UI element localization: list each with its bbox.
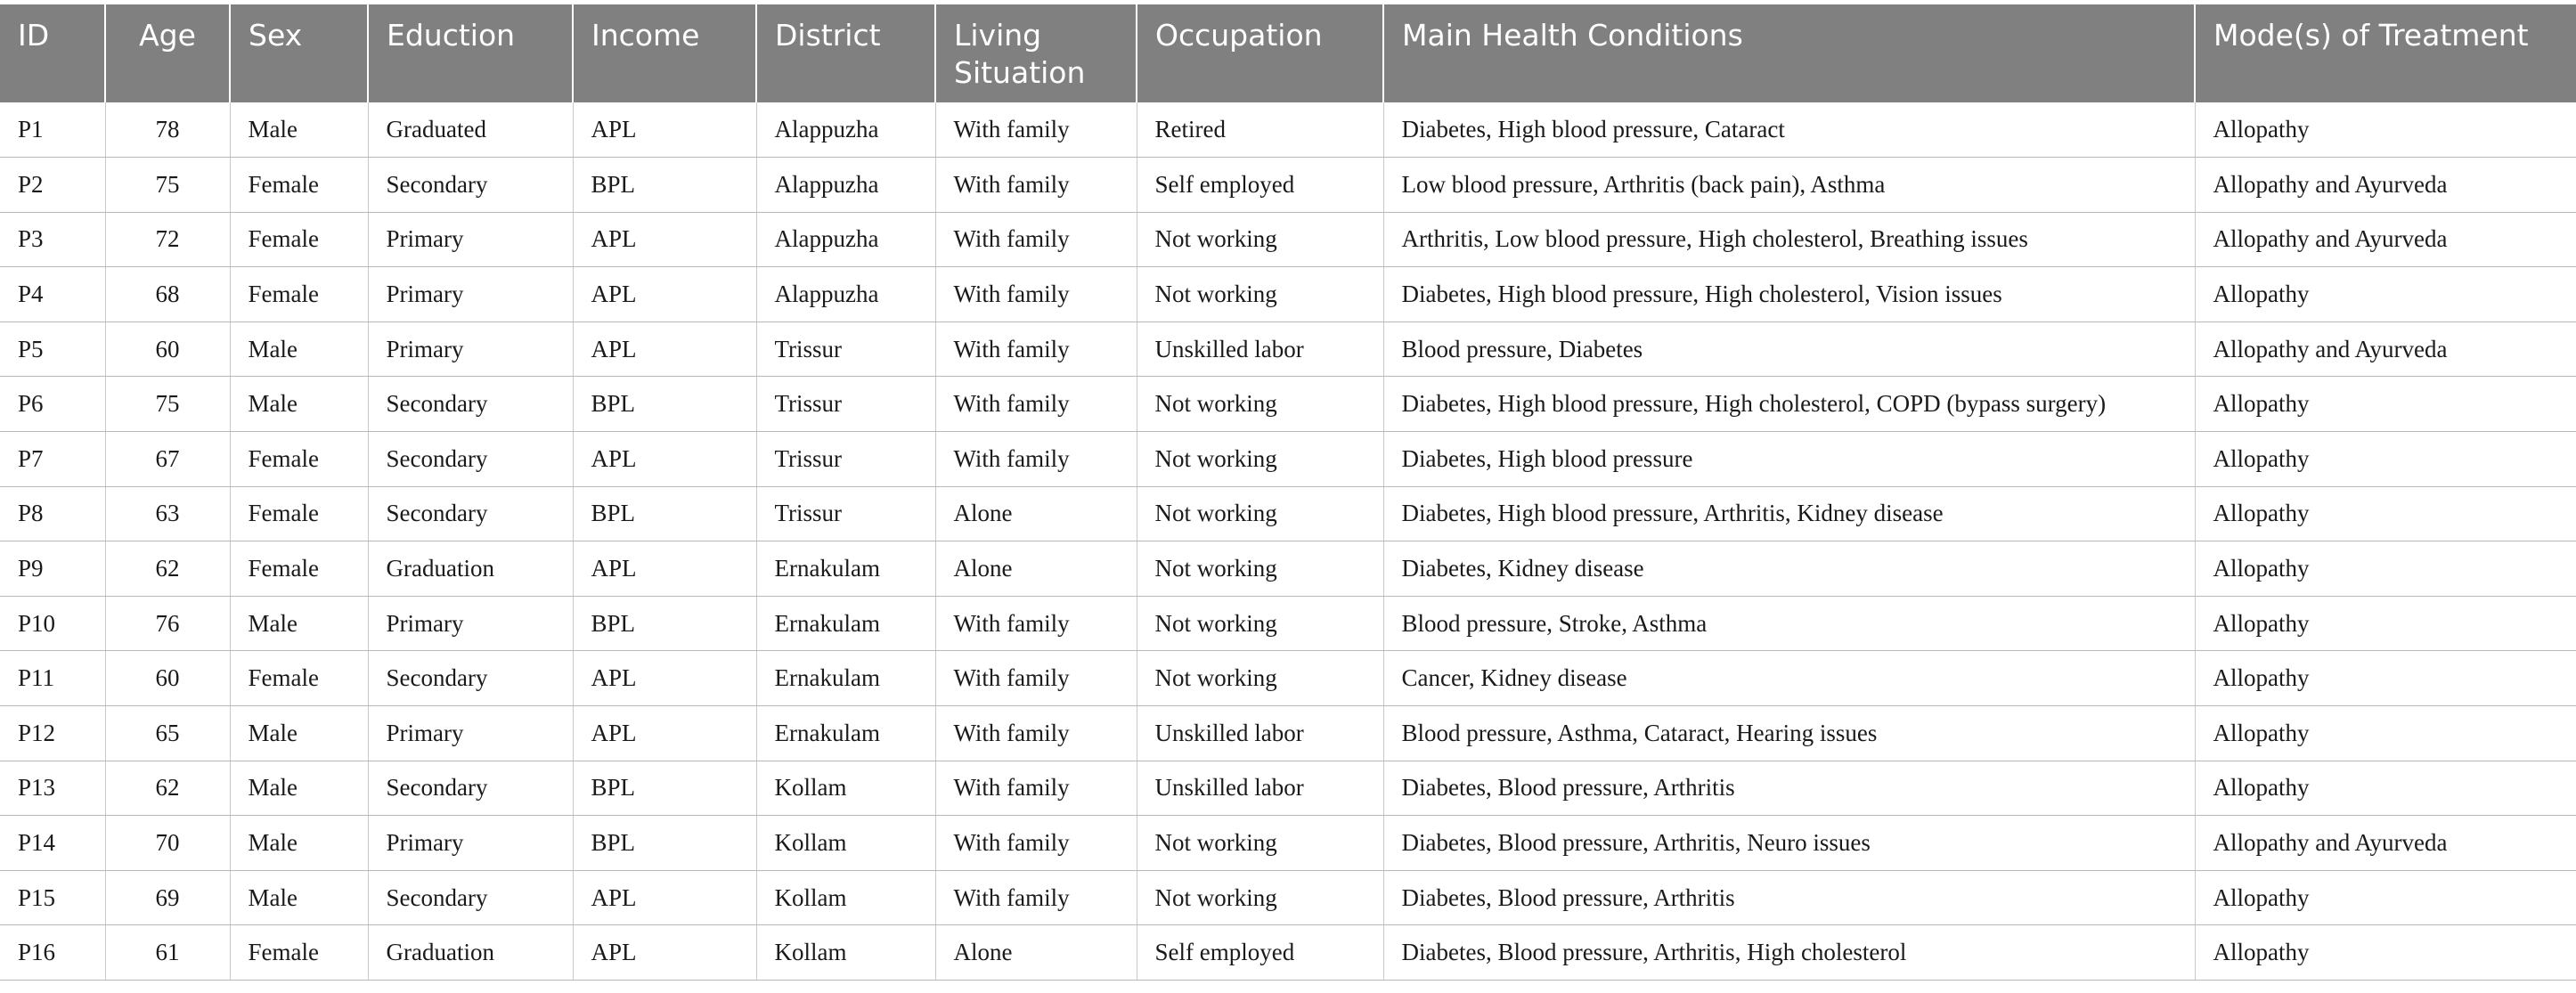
cell-district: Kollam [756, 761, 935, 816]
cell-age: 65 [105, 706, 230, 761]
cell-treatment: Allopathy [2195, 925, 2576, 981]
cell-living-situation: With family [935, 761, 1137, 816]
cell-occupation: Not working [1137, 377, 1383, 432]
cell-occupation: Unskilled labor [1137, 322, 1383, 377]
cell-living-situation: With family [935, 322, 1137, 377]
table-row [0, 925, 2576, 981]
cell-age: 72 [105, 212, 230, 267]
cell-age: 60 [105, 651, 230, 706]
cell-district: Ernakulam [756, 596, 935, 651]
cell-age: 76 [105, 596, 230, 651]
header-occupation: Occupation [1137, 4, 1383, 102]
cell-health-conditions: Diabetes, High blood pressure, Arthritis, Kidney disease [1383, 486, 2195, 541]
cell-income: APL [573, 102, 756, 158]
cell-health-conditions: Blood pressure, Stroke, Asthma [1383, 596, 2195, 651]
cell-treatment: Allopathy and Ayurveda [2195, 212, 2576, 267]
table-row [0, 541, 2576, 597]
cell-income: BPL [573, 486, 756, 541]
cell-health-conditions: Cancer, Kidney disease [1383, 651, 2195, 706]
table-body [0, 102, 2576, 981]
cell-living-situation: With family [935, 870, 1137, 925]
cell-education: Secondary [368, 432, 573, 487]
cell-education: Primary [368, 816, 573, 871]
cell-living-situation: With family [935, 102, 1137, 158]
cell-education: Secondary [368, 486, 573, 541]
cell-sex: Female [230, 541, 368, 597]
cell-age: 75 [105, 377, 230, 432]
cell-sex: Male [230, 102, 368, 158]
cell-education: Secondary [368, 870, 573, 925]
table-row [0, 158, 2576, 213]
cell-occupation: Not working [1137, 541, 1383, 597]
cell-education: Graduation [368, 541, 573, 597]
cell-sex: Female [230, 925, 368, 981]
cell-income: BPL [573, 158, 756, 213]
cell-district: Trissur [756, 486, 935, 541]
table-row [0, 651, 2576, 706]
cell-id: P9 [0, 541, 105, 597]
cell-sex: Female [230, 212, 368, 267]
cell-education: Secondary [368, 651, 573, 706]
header-treatment: Mode(s) of Treatment [2195, 4, 2576, 102]
cell-health-conditions: Diabetes, Blood pressure, Arthritis [1383, 870, 2195, 925]
cell-occupation: Not working [1137, 432, 1383, 487]
cell-education: Primary [368, 596, 573, 651]
cell-district: Trissur [756, 322, 935, 377]
cell-id: P15 [0, 870, 105, 925]
participants-table [0, 4, 2576, 981]
cell-age: 60 [105, 322, 230, 377]
cell-living-situation: Alone [935, 541, 1137, 597]
cell-income: BPL [573, 761, 756, 816]
header-id: ID [0, 4, 105, 102]
cell-sex: Female [230, 486, 368, 541]
cell-age: 75 [105, 158, 230, 213]
cell-age: 62 [105, 761, 230, 816]
cell-living-situation: With family [935, 267, 1137, 322]
cell-district: Trissur [756, 432, 935, 487]
cell-living-situation: With family [935, 596, 1137, 651]
cell-sex: Male [230, 706, 368, 761]
table-row [0, 596, 2576, 651]
table-row [0, 706, 2576, 761]
cell-health-conditions: Blood pressure, Diabetes [1383, 322, 2195, 377]
cell-occupation: Not working [1137, 212, 1383, 267]
cell-health-conditions: Arthritis, Low blood pressure, High cholesterol, Breathing issues [1383, 212, 2195, 267]
cell-treatment: Allopathy [2195, 486, 2576, 541]
cell-treatment: Allopathy [2195, 761, 2576, 816]
cell-age: 78 [105, 102, 230, 158]
table-row [0, 377, 2576, 432]
cell-living-situation: Alone [935, 486, 1137, 541]
cell-treatment: Allopathy [2195, 706, 2576, 761]
cell-age: 63 [105, 486, 230, 541]
cell-id: P3 [0, 212, 105, 267]
cell-id: P11 [0, 651, 105, 706]
cell-id: P10 [0, 596, 105, 651]
cell-occupation: Not working [1137, 486, 1383, 541]
table-row [0, 432, 2576, 487]
cell-income: BPL [573, 377, 756, 432]
cell-treatment: Allopathy [2195, 102, 2576, 158]
header-health-conditions: Main Health Conditions [1383, 4, 2195, 102]
cell-age: 69 [105, 870, 230, 925]
cell-health-conditions: Blood pressure, Asthma, Cataract, Hearing issues [1383, 706, 2195, 761]
header-sex: Sex [230, 4, 368, 102]
cell-living-situation: With family [935, 706, 1137, 761]
cell-treatment: Allopathy [2195, 541, 2576, 597]
table-row [0, 816, 2576, 871]
cell-health-conditions: Diabetes, High blood pressure, Cataract [1383, 102, 2195, 158]
cell-occupation: Not working [1137, 267, 1383, 322]
cell-occupation: Self employed [1137, 925, 1383, 981]
table-row [0, 322, 2576, 377]
cell-education: Primary [368, 212, 573, 267]
cell-living-situation: With family [935, 816, 1137, 871]
cell-health-conditions: Diabetes, Kidney disease [1383, 541, 2195, 597]
header-income: Income [573, 4, 756, 102]
cell-sex: Female [230, 267, 368, 322]
cell-district: Alappuzha [756, 212, 935, 267]
cell-sex: Female [230, 158, 368, 213]
cell-income: APL [573, 322, 756, 377]
cell-treatment: Allopathy and Ayurveda [2195, 816, 2576, 871]
table-row [0, 267, 2576, 322]
cell-district: Ernakulam [756, 541, 935, 597]
cell-education: Graduation [368, 925, 573, 981]
cell-id: P7 [0, 432, 105, 487]
cell-occupation: Not working [1137, 651, 1383, 706]
cell-age: 62 [105, 541, 230, 597]
cell-living-situation: With family [935, 651, 1137, 706]
cell-sex: Male [230, 761, 368, 816]
cell-sex: Male [230, 377, 368, 432]
table-row [0, 761, 2576, 816]
cell-income: APL [573, 651, 756, 706]
cell-income: APL [573, 267, 756, 322]
cell-income: BPL [573, 816, 756, 871]
cell-education: Primary [368, 267, 573, 322]
cell-id: P16 [0, 925, 105, 981]
cell-occupation: Not working [1137, 870, 1383, 925]
cell-treatment: Allopathy [2195, 377, 2576, 432]
header-district: District [756, 4, 935, 102]
cell-occupation: Retired [1137, 102, 1383, 158]
cell-income: APL [573, 212, 756, 267]
cell-id: P14 [0, 816, 105, 871]
cell-living-situation: With family [935, 432, 1137, 487]
cell-id: P5 [0, 322, 105, 377]
cell-district: Kollam [756, 925, 935, 981]
cell-occupation: Self employed [1137, 158, 1383, 213]
cell-id: P8 [0, 486, 105, 541]
cell-id: P13 [0, 761, 105, 816]
cell-income: APL [573, 925, 756, 981]
cell-education: Graduated [368, 102, 573, 158]
cell-id: P6 [0, 377, 105, 432]
cell-health-conditions: Diabetes, Blood pressure, Arthritis [1383, 761, 2195, 816]
cell-living-situation: With family [935, 212, 1137, 267]
header-living-situation: Living Situation [935, 4, 1137, 102]
cell-id: P12 [0, 706, 105, 761]
cell-id: P4 [0, 267, 105, 322]
cell-age: 61 [105, 925, 230, 981]
cell-district: Kollam [756, 870, 935, 925]
cell-education: Secondary [368, 761, 573, 816]
cell-treatment: Allopathy and Ayurveda [2195, 158, 2576, 213]
cell-education: Secondary [368, 377, 573, 432]
cell-income: BPL [573, 596, 756, 651]
cell-health-conditions: Diabetes, Blood pressure, Arthritis, High cholesterol [1383, 925, 2195, 981]
cell-income: APL [573, 870, 756, 925]
cell-sex: Male [230, 596, 368, 651]
cell-treatment: Allopathy [2195, 596, 2576, 651]
cell-health-conditions: Low blood pressure, Arthritis (back pain), Asthma [1383, 158, 2195, 213]
cell-id: P1 [0, 102, 105, 158]
cell-age: 70 [105, 816, 230, 871]
cell-age: 68 [105, 267, 230, 322]
table-row [0, 102, 2576, 158]
cell-age: 67 [105, 432, 230, 487]
cell-health-conditions: Diabetes, High blood pressure, High cholesterol, Vision issues [1383, 267, 2195, 322]
cell-district: Trissur [756, 377, 935, 432]
cell-living-situation: With family [935, 158, 1137, 213]
cell-living-situation: Alone [935, 925, 1137, 981]
cell-sex: Male [230, 322, 368, 377]
cell-living-situation: With family [935, 377, 1137, 432]
header-age: Age [105, 4, 230, 102]
header-row [0, 4, 2576, 102]
cell-occupation: Unskilled labor [1137, 761, 1383, 816]
cell-treatment: Allopathy [2195, 651, 2576, 706]
cell-health-conditions: Diabetes, Blood pressure, Arthritis, Neuro issues [1383, 816, 2195, 871]
cell-education: Secondary [368, 158, 573, 213]
table-row [0, 870, 2576, 925]
cell-health-conditions: Diabetes, High blood pressure, High cholesterol, COPD (bypass surgery) [1383, 377, 2195, 432]
cell-income: APL [573, 541, 756, 597]
table-row [0, 212, 2576, 267]
cell-education: Primary [368, 322, 573, 377]
table-row [0, 486, 2576, 541]
cell-treatment: Allopathy [2195, 870, 2576, 925]
cell-district: Ernakulam [756, 651, 935, 706]
cell-education: Primary [368, 706, 573, 761]
cell-district: Alappuzha [756, 267, 935, 322]
cell-income: APL [573, 706, 756, 761]
cell-district: Ernakulam [756, 706, 935, 761]
cell-district: Alappuzha [756, 158, 935, 213]
cell-sex: Male [230, 816, 368, 871]
cell-treatment: Allopathy and Ayurveda [2195, 322, 2576, 377]
cell-income: APL [573, 432, 756, 487]
header-education: Eduction [368, 4, 573, 102]
cell-occupation: Not working [1137, 816, 1383, 871]
cell-treatment: Allopathy [2195, 267, 2576, 322]
cell-district: Alappuzha [756, 102, 935, 158]
cell-district: Kollam [756, 816, 935, 871]
cell-occupation: Unskilled labor [1137, 706, 1383, 761]
cell-health-conditions: Diabetes, High blood pressure [1383, 432, 2195, 487]
cell-sex: Female [230, 651, 368, 706]
cell-occupation: Not working [1137, 596, 1383, 651]
cell-id: P2 [0, 158, 105, 213]
cell-sex: Male [230, 870, 368, 925]
cell-sex: Female [230, 432, 368, 487]
cell-treatment: Allopathy [2195, 432, 2576, 487]
